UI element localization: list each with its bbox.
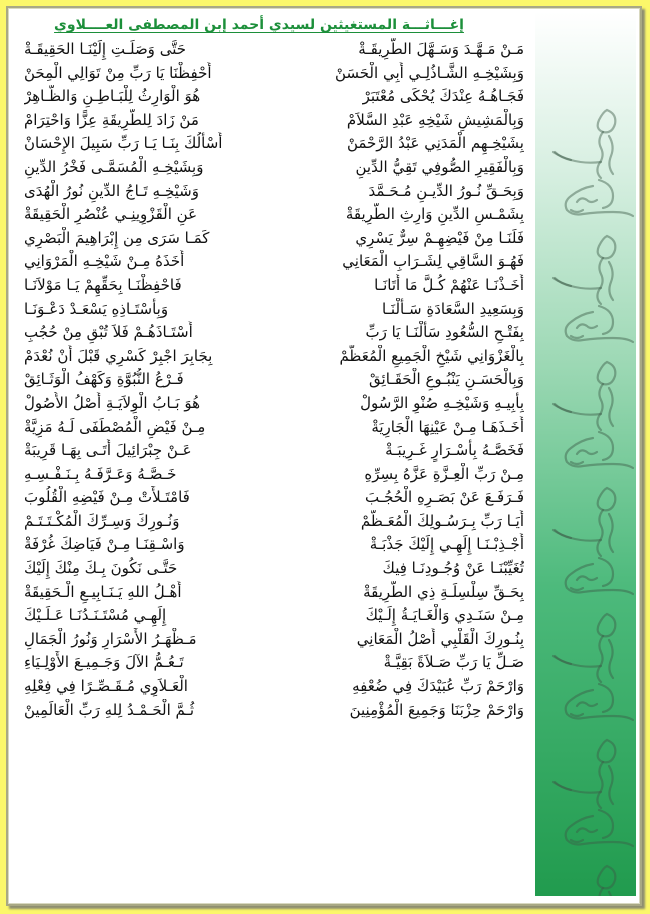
verse-line — [24, 463, 524, 487]
verse-line — [24, 439, 524, 463]
verse-second-hemistich: عَنِ الْقَزْوِينِـي عُنْصُرِ الْحَقِيقَةْ — [24, 205, 198, 224]
verse-second-hemistich: الْعَـلاَوِي مُـقَـصِّـرًا فِي فِعْلِهِ — [24, 677, 188, 696]
verse-first-hemistich: وَبِالْحَسَـنِ يَنْبُـوعِ الْحَقَـائِقْ — [369, 370, 524, 389]
verse-first-hemistich: صَـلِّ يَا رَبِّ صَـلاَةً بَقِيَّـةْ — [383, 653, 524, 672]
verse-line — [24, 557, 524, 581]
verse-second-hemistich: أُسْتَـاذَهُـمْ فَلاَ تُبْقِ مِنْ حُجُبِ — [24, 323, 193, 342]
verse-first-hemistich: مَـنْ مَـهَّـدَ وَسَـهَّلَ الطَّرِيقَـةْ — [358, 40, 524, 58]
verse-line — [24, 38, 524, 62]
verse-line — [24, 651, 524, 675]
verse-second-hemistich: هُوَ الْوَارِثُ لِلْبَـاطِـنِ وَالظَّـاهِرْ — [24, 87, 201, 106]
verse-second-hemistich: أَحْفِظْنَا يَا رَبِّ مِنْ تَوَالِي الْمِحَنْ — [24, 63, 212, 82]
verse-second-hemistich: حَتَّـى نَكُونَ بِـكَ مِنْكَ إِلَيْكَ — [24, 559, 178, 578]
verse-line — [24, 156, 524, 180]
verse-first-hemistich: بِشَيْخِـهِم الْمَدَنِي عَبْدُ الرَّحْمَنْ — [346, 134, 524, 153]
verse-second-hemistich: تَـعُـمُّ الآلَ وَجَـمِيـعَ الأَوْلِـيَاءِ — [24, 653, 184, 672]
poem-title: إغـــاثـــة المستغيثين لسيدي أحمد إبن المصطفى العــــلاوي — [54, 17, 464, 33]
verse-first-hemistich: فَلَنَـا مِنْ فَيْضِهِـمْ سِرٌّ يَسْرِي — [355, 228, 524, 247]
verse-first-hemistich: أَيَـا رَبِّ بِـرَسُـولِكَ الْمُعَـظَّمْ — [360, 511, 524, 530]
verse-first-hemistich: فَهُـوَ السَّاقِي لِشَـرَابِ الْمَعَانِي — [342, 252, 524, 271]
decorative-sidebar — [535, 12, 636, 896]
verse-first-hemistich: فَـرَفَـعَ عَنْ بَصَـرِهِ الْحُجُـبَ — [364, 488, 524, 507]
verse-first-hemistich: وَبِالْمَشِيشِ شَيْخِهِ عَبْدِ السَّلاَمْ — [346, 110, 524, 129]
verse-second-hemistich: وَبِشَيْخِـهِ الْمُسَمَّـى فَخْرُ الدِّينِ — [24, 157, 204, 176]
verse-first-hemistich: أَخَـذْنَـا عَنْهُمْ كُـلَّ مَا أَتَانَـا — [374, 275, 524, 294]
verse-second-hemistich: خَـصَّـهُ وَعَـرَّفَـهُ بِـنَـفْـسِـهِ — [24, 464, 177, 483]
verse-first-hemistich: أَجْـذِبْـنَـا إِلَهِـي إِلَيْكَ جَذْبَـةْ — [369, 535, 524, 554]
verse-first-hemistich: بِالْغَزْوَانِي شَيْخِ الْجَمِيعِ الْمُعَظَّمْ — [339, 346, 524, 365]
verse-line — [24, 345, 524, 369]
verse-line — [24, 62, 524, 86]
verse-line — [24, 604, 524, 628]
verse-second-hemistich: مِـنْ فَيْضِ الْمُصْطَفَى لَـهُ مَزِيَّةْ — [24, 417, 206, 436]
verse-second-hemistich: بِجَابِرَ اجْبِرْ كَسْرِي قَبْلَ أَنْ نُعْدَمْ — [24, 346, 213, 365]
calligraphy-praying-figure-icon — [549, 858, 635, 896]
verse-first-hemistich: مِـنْ سَنَـدِي وَالْغَـايَـةُ إِلَـيْكَ — [365, 606, 524, 625]
calligraphy-praying-figure-icon — [549, 228, 635, 358]
verse-line — [24, 180, 524, 204]
verse-line — [24, 132, 524, 156]
verse-line — [24, 699, 524, 723]
calligraphy-praying-figure-icon — [549, 354, 635, 484]
verse-line — [24, 392, 524, 416]
calligraphy-praying-figure-icon — [549, 732, 635, 862]
verse-line — [24, 416, 524, 440]
verse-first-hemistich: بِحَـقِّ سِلْسِلَـةِ ذِي الطَّرِيقَةْ — [363, 582, 524, 601]
verse-second-hemistich: فَامْتَـلأَتْ مِـنْ فَيْضِهِ الْقُلُوبَ — [24, 488, 190, 507]
verse-line — [24, 227, 524, 251]
verse-first-hemistich: بِفَتْـحِ السُّعُودِ سَأَلْنَـا يَا رَبِّ — [365, 323, 524, 342]
verse-second-hemistich: أَسْأَلُكَ بِنَـا يَـا رَبِّ سَبِيلَ الإِحْسَانْ — [24, 134, 223, 153]
verse-second-hemistich: كَمَـا سَرَى مِن إِبْرَاهِيمَ الْبَصْرِي — [24, 228, 210, 247]
calligraphy-praying-figure-icon — [549, 606, 635, 736]
verse-second-hemistich: فَـرْعُ النُّبُوَّةِ وَكَهْفُ الْوَثَـائِقْ — [24, 370, 184, 389]
verse-line — [24, 581, 524, 605]
verse-second-hemistich: فَاحْفِظْنَـا بِحَقِّهِمْ يَـا مَوْلاَنَـا — [24, 275, 182, 294]
verse-first-hemistich: وَبِالْفَقِيرِ الصُّوفِي تَقِيُّ الدِّينِ — [355, 157, 524, 176]
verse-second-hemistich: وَبِأُسْتَـاذِهِ يَسْعَـدْ دَعْـوَنَـا — [24, 299, 169, 318]
verse-first-hemistich: وَبِحَـقِّ نُـورُ الدِّيـنِ مُـحَـمَّدَ — [368, 181, 524, 200]
verse-second-hemistich: مَنْ زَادَ لِلطَّرِيقَةِ عِزًّا وَاحْتِرَامْ — [24, 110, 199, 129]
verse-second-hemistich: هُوَ بَـابُ الْوِلاَيَـةِ أَصْلُ الأُصُولْ — [24, 393, 201, 412]
verse-first-hemistich: وَارْحَمْ رَبِّ عُبَيْدَكَ فِي ضُعْفِهِ — [352, 677, 524, 696]
verse-first-hemistich: وَبِسَعِيدِ السَّعَادَةِ سَـأَلْنَـا — [381, 299, 524, 318]
verse-first-hemistich: فَخَصَّـهُ بِأَسْـرَارٍ غَـرِيبَـةْ — [385, 441, 524, 460]
verse-first-hemistich: أَخَـذَهَـا مِـنْ عَيْنِهَا الْجَارِيَةْ — [371, 417, 524, 436]
verse-line — [24, 109, 524, 133]
verse-first-hemistich: وَارْحَمْ حِزْبَنَا وَجَمِيعَ الْمُؤْمِنِينَ — [349, 700, 524, 719]
verse-first-hemistich: تُغَيِّبْنَـا عَنْ وُجُـودِنَـا فِيكَ — [382, 559, 524, 578]
verse-second-hemistich: وَشَيْخِـهِ تَـاجُ الدِّينِ نُورُ الْهُدَى — [24, 181, 199, 200]
verse-line — [24, 510, 524, 534]
verse-first-hemistich: بِأَبِيـهِ وَشَيْخِـهِ صُنْوِ الرَّسُولْ — [360, 393, 524, 412]
verse-line — [24, 85, 524, 109]
verse-second-hemistich: أَهْـلُ اللهِ يَـنَـابِيـعِ الْـحَقِيقَةْ — [24, 582, 182, 601]
verse-line — [24, 250, 524, 274]
verse-line — [24, 321, 524, 345]
verse-line — [24, 533, 524, 557]
calligraphy-praying-figure-icon — [549, 480, 635, 610]
verse-line — [24, 675, 524, 699]
verse-first-hemistich: مِـنْ رَبِّ الْعِـزَّةِ عَزَّهُ بِسِرِّهِ — [364, 464, 524, 483]
verse-line — [24, 203, 524, 227]
verse-line — [24, 628, 524, 652]
verse-line — [24, 274, 524, 298]
verse-first-hemistich: وَبِشَيْخِـهِ الشَّـاذُلِـي أَبِي الْحَسَنْ — [334, 63, 524, 82]
verse-list — [24, 38, 524, 722]
verse-first-hemistich: بِشَمْـسِ الدِّينِ وَارِثِ الطَّرِيقَةْ — [345, 205, 524, 224]
verse-second-hemistich: أَخَذَهُ مِـنْ شَيْخِـهِ الْمَرْوَانِي — [24, 252, 185, 271]
poem-page — [6, 6, 642, 906]
verse-second-hemistich: عَـنْ جِبْرَائِيلَ أَتَـى بِهَـا قَرِيبَةْ — [24, 441, 192, 460]
poem-content — [24, 14, 524, 722]
verse-line — [24, 298, 524, 322]
verse-second-hemistich: وَاسْـقِنَـا مِـنْ فَيَاضِكَ غُرْفَةْ — [24, 535, 185, 554]
verse-line — [24, 368, 524, 392]
verse-second-hemistich: حَتَّى وَصَلَـتِ إِلَيْنَـا الحَقِيقَـةْ — [24, 40, 186, 58]
verse-first-hemistich: بِنُـورِكَ الْقَلْبِي أَصْلُ الْمَعَانِي — [356, 629, 524, 648]
verse-second-hemistich: مَـظْهَـرُ الأَسْرَارِ وَنُورُ الْجَمَالِ — [24, 629, 197, 648]
verse-second-hemistich: إِلَهِـي مُسْتَـنَـدُنَـا عَـلَـيْكَ — [24, 606, 167, 625]
calligraphy-praying-figure-icon — [549, 102, 635, 232]
verse-line — [24, 486, 524, 510]
verse-first-hemistich: فَجَـاهُـهُ عِنْدَكَ يُحْكَى مُعْتَبَرْ — [362, 87, 524, 106]
verse-second-hemistich: وَنُـورِكَ وَسِـرِّكَ الْمُكْـتَـتَـمْ — [24, 511, 180, 530]
verse-second-hemistich: ثُـمَّ الْحَـمْـدُ لِلهِ رَبِّ الْعَالَمِينْ — [24, 700, 195, 719]
